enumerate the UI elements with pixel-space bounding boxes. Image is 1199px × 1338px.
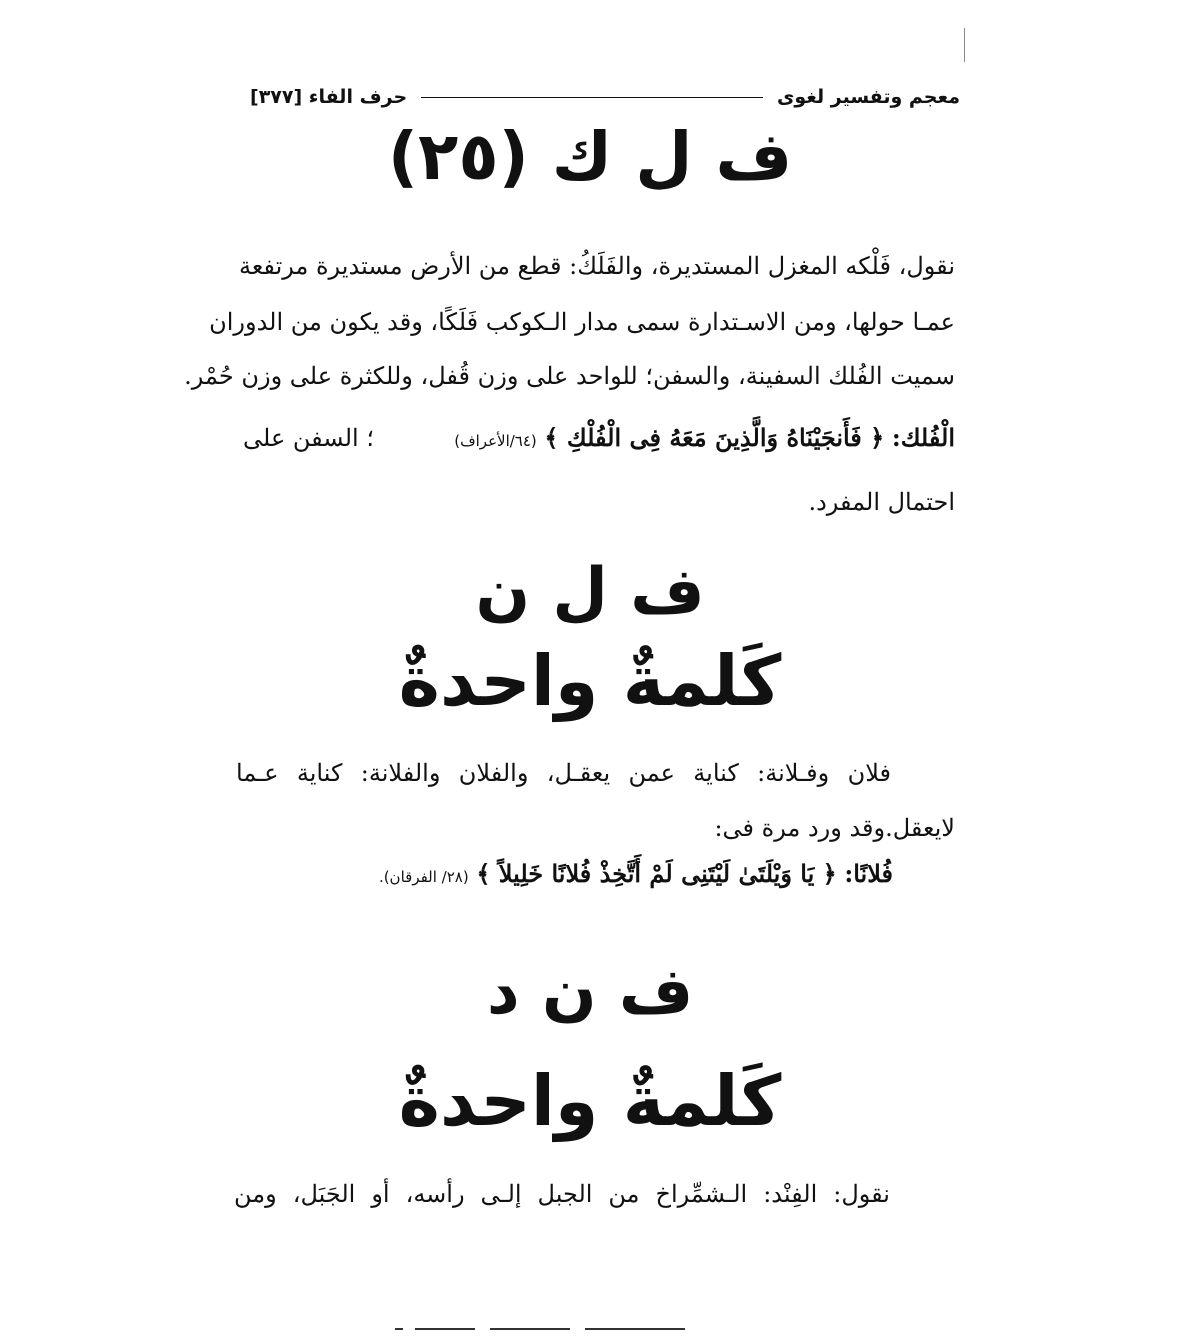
root-heading-fnd: ف ن د: [486, 955, 694, 1029]
entry-fln-line-2: لايعقل.وقد ورد مرة فى:: [714, 814, 955, 842]
entry-flk-quote-term: الْفُلك:: [891, 423, 955, 452]
entry-fln-quote-ref: (٢٨/ الفرقان).: [378, 868, 469, 886]
root-heading-fln: ف ل ن: [475, 555, 705, 629]
entry-flk-quote-after: ؛ السفن على: [243, 424, 374, 452]
entry-fln-quote-term: فُلانًا:: [844, 859, 893, 888]
running-header: [250, 82, 960, 112]
entry-flk-line-2: عمـا حولها، ومن الاسـتدارة سمى مدار الـكوكب فَلَكًا، وقد يكون من الدوران: [209, 308, 955, 336]
scan-mark: [964, 28, 967, 62]
entry-flk-line-1: نقول، فَلْكه المغزل المستديرة، والفَلَكُ: قطع من الأرض مستديرة مرتفعة: [238, 252, 955, 280]
root-subtitle-fln: كَلمةٌ واحدةٌ: [398, 640, 782, 722]
entry-flk-quote-text: ﴿ فَأَنجَيْنَاهُ وَالَّذِينَ مَعَهُ فِى الْفُلْكِ ﴾: [544, 423, 885, 452]
entry-flk-quote-ref: (٦٤/الأعراف): [454, 432, 537, 450]
entry-fnd-line-1: نقول: الفِنْد: الـشمِّراخ من الجبل إلـى رأسه، أو الجَبَل، ومن: [234, 1180, 890, 1208]
root-heading-flk: ف ل ك (٢٥): [387, 118, 793, 195]
root-subtitle-fnd: كَلمةٌ واحدةٌ: [398, 1060, 782, 1142]
entry-fln-quote-text: ﴿ يَا وَيْلَتَىٰ لَيْتَنِى لَمْ أَتَّخِذْ فُلانًا خَلِيلاً ﴾: [476, 859, 837, 888]
bottom-page-marks: [395, 1328, 695, 1332]
section-page-label: حرف الفاء [٣٧٧]: [250, 86, 408, 108]
header-rule: [421, 97, 763, 98]
entry-flk-line-3: سميت الفُلك السفينة، والسفن؛ للواحد على وزن قُفل، وللكثرة على وزن حُمْر.: [184, 362, 955, 390]
entry-flk-last-line: احتمال المفرد.: [808, 488, 955, 516]
entry-fln-line-1: فلان وفـلانة: كناية عمن يعقـل، والفلان والفلانة: كناية عـما: [236, 759, 891, 787]
entry-fln-quote-line: [379, 858, 893, 893]
entry-flk-quote-line: [243, 422, 955, 457]
book-title: معجم وتفسير لغوى: [776, 86, 960, 108]
